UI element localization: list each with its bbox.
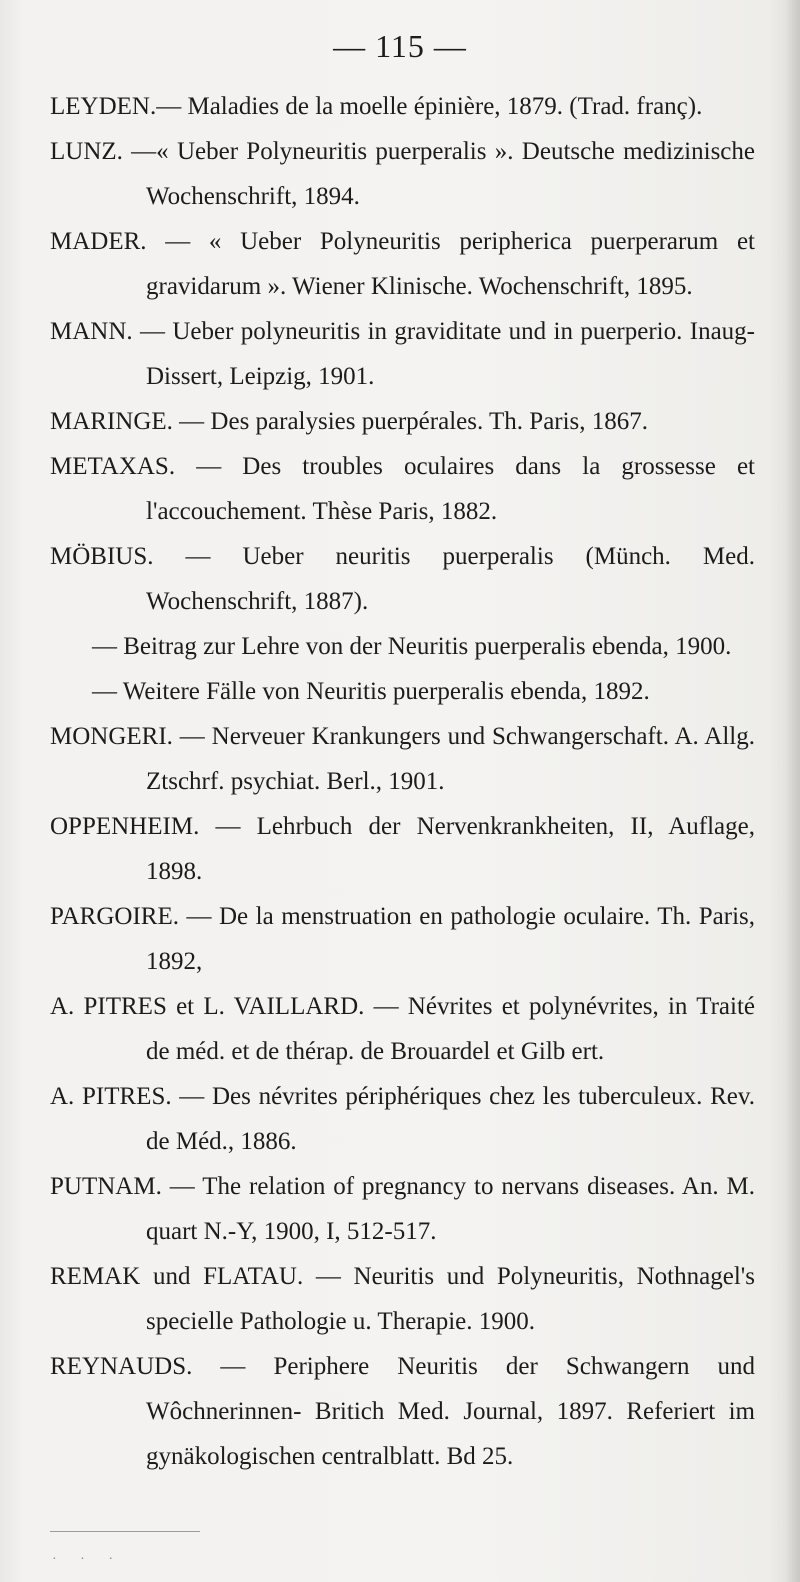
bibliography-entry: PARGOIRE. — De la menstruation en pathologie oculaire. Th. Paris, 1892, xyxy=(50,903,755,975)
bibliography-entry: MADER. — « Ueber Polyneuritis peripherica puerperarum et gravidarum ». Wiener Klinische. Wochenschrift, 1895. xyxy=(50,228,755,300)
bibliography-entry: REMAK und FLATAU. — Neuritis und Polyneuritis, Nothnagel's specielle Pathologie u. Therapie. 1900. xyxy=(50,1263,755,1335)
page-number: — 115 — xyxy=(333,28,467,64)
bibliography-entry: MANN. — Ueber polyneuritis in graviditate und in puerperio. Inaug-Dissert, Leipzig, 1901. xyxy=(50,318,755,390)
footer-rule xyxy=(50,1531,200,1532)
bibliography-entry: A. PITRES. — Des névrites périphériques chez les tuberculeux. Rev. de Méd., 1886. xyxy=(50,1083,755,1155)
bibliography-entry: REYNAUDS. — Periphere Neuritis der Schwangern und Wôchnerinnen- Britich Med. Journal, 1897. Referiert im gynäkologischen centralblatt. Bd 25. xyxy=(50,1353,755,1470)
bibliography-list xyxy=(50,84,755,1479)
bibliography-entry: MONGERI. — Nerveuer Krankungers und Schwangerschaft. A. Allg. Ztschrf. psychiat. Berl., 1901. xyxy=(50,723,755,795)
bibliography-entry: A. PITRES et L. VAILLARD. — Névrites et polynévrites, in Traité de méd. et de thérap. de Brouardel et Gilb ert. xyxy=(50,993,755,1065)
bibliography-subentry: — Beitrag zur Lehre von der Neuritis puerperalis ebenda, 1900. xyxy=(92,633,732,660)
bibliography-entry: OPPENHEIM. — Lehrbuch der Nervenkrankheiten, II, Auflage, 1898. xyxy=(50,813,755,885)
page-edge-shadow xyxy=(786,0,800,1582)
bibliography-entry: LUNZ. —« Ueber Polyneuritis puerperalis ». Deutsche medizinische Wochenschrift, 1894. xyxy=(50,138,755,210)
bibliography-entry: MÖBIUS. — Ueber neuritis puerperalis (Münch. Med. Wochenschrift, 1887). xyxy=(50,543,755,615)
print-specks: · · · xyxy=(52,1552,123,1567)
bibliography-entry: METAXAS. — Des troubles oculaires dans la grossesse et l'accouchement. Thèse Paris, 1882. xyxy=(50,453,755,525)
bibliography-subentry: — Weitere Fälle von Neuritis puerperalis ebenda, 1892. xyxy=(92,678,650,705)
bibliography-entry: PUTNAM. — The relation of pregnancy to nervans diseases. An. M. quart N.-Y, 1900, I, 512-517. xyxy=(50,1173,755,1245)
bibliography-entry: MARINGE. — Des paralysies puerpérales. Th. Paris, 1867. xyxy=(50,408,649,435)
bibliography-entry: LEYDEN.— Maladies de la moelle épinière, 1879. (Trad. franç). xyxy=(50,93,703,120)
